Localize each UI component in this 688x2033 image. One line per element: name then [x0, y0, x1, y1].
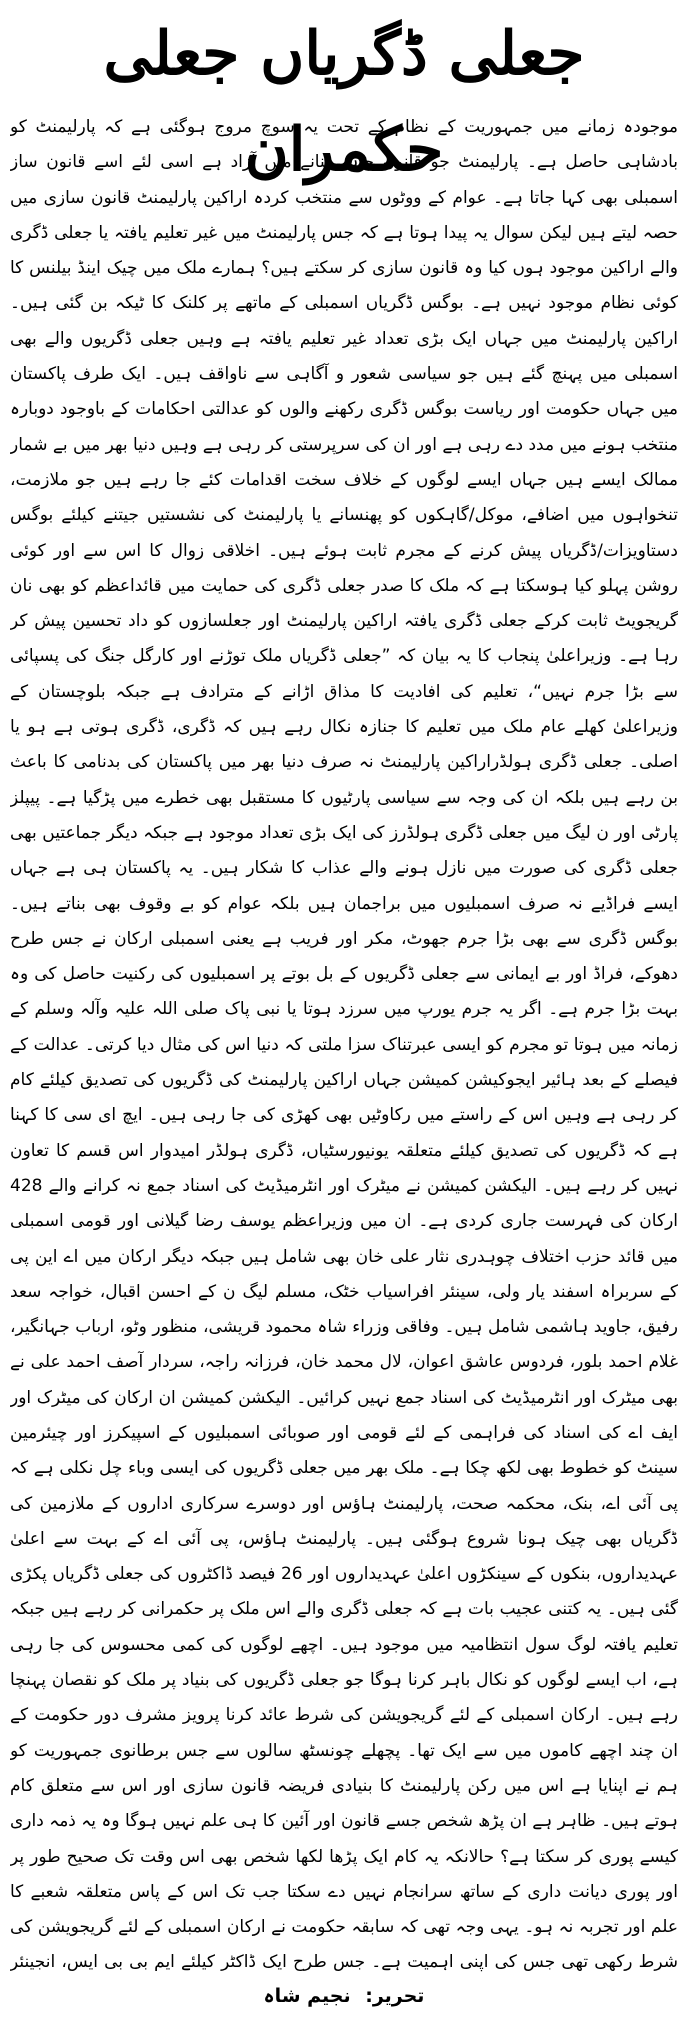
article-body: موجودہ زمانے میں جمہوریت کے نظام کے تحت یہ سوچ مروج ہوگئی ہے کہ پارلیمنٹ کو بادشاہی حاصل ہے۔ پارلیمنٹ جو قانون چاہے بنانے میں آزاد ہے اسی لئے اسے قانون ساز اسمبلی بھی کہا جاتا ہے۔ عوام کے ووٹوں سے منتخب کردہ اراکین پارلیمنٹ قانون سازی میں حصہ لیتے ہیں لیکن سوال یہ پیدا ہوتا ہے کہ جس پارلیمنٹ میں غیر تعلیم یافتہ یا جعلی ڈگری والے اراکین موجود ہوں کیا وہ قانون سازی کر سکتے ہیں؟ ہمارے ملک میں چیک اینڈ بیلنس کا کوئی نظام موجود نہیں ہے۔ بوگس ڈگریاں اسمبلی کے ماتھے پر کلنک کا ٹیکہ بن گئی ہیں۔ اراکین پارلیمنٹ میں جہاں ایک بڑی تعداد غیر تعلیم یافتہ ہے وہیں جعلی ڈگریوں والے بھی اسمبلی میں پہنچ گئے ہیں جو سیاسی شعور و آگاہی سے ناواقف ہیں۔ ایک طرف پاکستان میں جہاں حکومت اور ریاست بوگس ڈگری رکھنے والوں کو عدالتی احکامات کے باوجود دوبارہ منتخب ہونے میں مدد دے رہی ہے اور ان کی سرپرستی کر رہی ہے وہیں دنیا بھر میں بے شمار ممالک ایسے ہیں جہاں ایسے لوگوں کے خلاف سخت اقدامات کئے جا رہے ہیں جو ملازمت، تنخواہوں میں اضافے، موکل/گاہکوں کو پھنسانے یا پارلیمنٹ کی نشستیں جیتنے کیلئے بوگس دستاویزات/ڈگریاں پیش کرنے کے مجرم ثابت ہوئے ہیں۔ اخلاقی زوال کا اس سے اور کوئی روشن پہلو کیا ہوسکتا ہے کہ ملک کا صدر جعلی ڈگری کی حمایت میں قائداعظم کو بھی نان گریجویٹ ثابت کرکے جعلی ڈگری یافتہ اراکین پارلیمنٹ اور جعلسازوں کو داد تحسین پیش کر رہا ہے۔ وزیراعلیٰ پنجاب کا یہ بیان کہ ”جعلی ڈگریاں ملک توڑنے اور کارگل جنگ کی پسپائی سے بڑا جرم نہیں“، تعلیم کی افادیت کا مذاق اڑانے کے مترادف ہے جبکہ بلوچستان کے وزیراعلیٰ کھلے عام ملک میں تعلیم کا جنازہ نکال رہے ہیں کہ ڈگری، ڈگری ہوتی ہے ہو یا اصلی۔ جعلی ڈگری ہولڈراراکین پارلیمنٹ نہ صرف دنیا بھر میں پاکستان کی بدنامی کا باعث بن رہے ہیں بلکہ ان کی وجہ سے سیاسی پارٹیوں کا مستقبل بھی خطرے میں پڑگیا ہے۔ پیپلز پارٹی اور ن لیگ میں جعلی ڈگری ہولڈرز کی ایک بڑی تعداد موجود ہے جبکہ دیگر جماعتیں بھی جعلی ڈگری کی صورت میں نازل ہونے والے عذاب کا شکار ہیں۔ یہ پاکستان ہی ہے جہاں ایسے فراڈیے نہ صرف اسمبلیوں میں براجمان ہیں بلکہ عوام کو بے وقوف بھی بناتے ہیں۔ بوگس ڈگری سے بھی بڑا جرم جھوٹ، مکر اور فریب ہے یعنی اسمبلی ارکان نے جس طرح دھوکے، فراڈ اور بے ایمانی سے جعلی ڈگریوں کے بل بوتے پر اسمبلیوں کی رکنیت حاصل کی وہ بہت بڑا جرم ہے۔ اگر یہ جرم یورپ میں سرزد ہوتا یا نبی پاک صلی اللہ علیہ وآلہ وسلم کے زمانہ میں ہوتا تو مجرم کو ایسی عبرتناک سزا ملتی کہ دنیا اس کی مثال دیا کرتی۔ عدالت کے فیصلے کے بعد ہائیر ایجوکیشن کمیشن جہاں اراکین پارلیمنٹ کی ڈگریوں کی تصدیق کیلئے کام کر رہی ہے وہیں اس کے راستے میں رکاوٹیں بھی کھڑی کی جا رہی ہیں۔ ایچ ای سی کا کہنا ہے کہ ڈگریوں کی تصدیق کیلئے متعلقہ یونیورسٹیاں، ڈگری ہولڈر امیدوار اس قسم کا تعاون نہیں کر رہے ہیں۔ الیکشن کمیشن نے میٹرک اور انٹرمیڈیٹ کی اسناد جمع نہ کرانے والے 428 ارکان کی فہرست جاری کردی ہے۔ ان میں وزیراعظم یوسف رضا گیلانی اور قومی اسمبلی میں قائد حزب اختلاف چوہدری نثار علی خان بھی شامل ہیں جبکہ دیگر ارکان میں اے این پی کے سربراہ اسفند یار ولی، سینئر افراسیاب خٹک، مسلم لیگ ن کے احسن اقبال، خواجہ سعد رفیق، جاوید ہاشمی شامل ہیں۔ وفاقی وزراء شاہ محمود قریشی، منظور وٹو، ارباب جہانگیر، غلام احمد بلور، فردوس عاشق اعوان، لال محمد خان، فرزانہ راجہ، سردار آصف احمد علی نے بھی میٹرک اور انٹرمیڈیٹ کی اسناد جمع نہیں کرائیں۔ الیکشن کمیشن ان ارکان کی میٹرک اور ایف اے کی اسناد کی فراہمی کے لئے قومی اور صوبائی اسمبلیوں کے اسپیکرز اور چیئرمین سینٹ کو خطوط بھی لکھ چکا ہے۔ ملک بھر میں جعلی ڈگریوں کی ایسی وباء چل نکلی ہے کہ پی آئی اے، بنک، محکمہ صحت، پارلیمنٹ ہاؤس اور دوسرے سرکاری اداروں کے ملازمین کی ڈگریاں بھی چیک ہونا شروع ہوگئی ہیں۔ پارلیمنٹ ہاؤس، پی آئی اے کے بہت سے اعلیٰ عہدیداروں، بنکوں کے سینکڑوں اعلیٰ عہدیداروں اور 26 فیصد ڈاکٹروں کی جعلی ڈگریاں پکڑی گئی ہیں۔ یہ کتنی عجیب بات ہے کہ جعلی ڈگری والے اس ملک پر حکمرانی کر رہے ہیں جبکہ تعلیم یافتہ لوگ سول انتظامیہ میں موجود ہیں۔ اچھے لوگوں کی کمی محسوس کی جا رہی ہے، اب ایسے لوگوں کو نکال باہر کرنا ہوگا جو جعلی ڈگریوں کی بنیاد پر ملک کو نقصان پہنچا رہے ہیں۔ ارکان اسمبلی کے لئے گریجویشن کی شرط عائد کرنا پرویز مشرف دور حکومت کے ان چند اچھے کاموں میں سے ایک تھا۔ پچھلے چونسٹھ سالوں سے جس برطانوی جمہوریت کو ہم نے اپنایا ہے اس میں رکن پارلیمنٹ کا بنیادی فریضہ قانون سازی اور اس سے متعلق کام ہوتے ہیں۔ ظاہر ہے ان پڑھ شخص جسے قانون اور آئین کا ہی علم نہیں ہوگا وہ یہ ذمہ داری کیسے پوری کر سکتا ہے؟ حالانکہ یہ کام ایک پڑھا لکھا شخص بھی اس وقت تک صحیح طور پر اور پوری دیانت داری کے ساتھ سرانجام نہیں دے سکتا جب تک اس کے پاس متعلقہ شعبے کا علم اور تجربہ نہ ہو۔ یہی وجہ تھی کہ سابقہ حکومت نے ارکان اسمبلی کے لئے گریجویشن کی شرط رکھی تھی جس کی اپنی اہمیت ہے۔ جس طرح ایک ڈاکٹر کیلئے ایم بی بی ایس، انجینئر: [10, 117, 678, 1972]
article-headline: جعلی ڈگریاں جعلی حکمران: [103, 19, 585, 185]
byline-separator: [351, 1985, 366, 2007]
byline-author: نجیم شاہ: [263, 1985, 351, 2007]
byline-label: تحریر:: [365, 1985, 425, 2007]
article-byline: [10, 1976, 678, 2020]
